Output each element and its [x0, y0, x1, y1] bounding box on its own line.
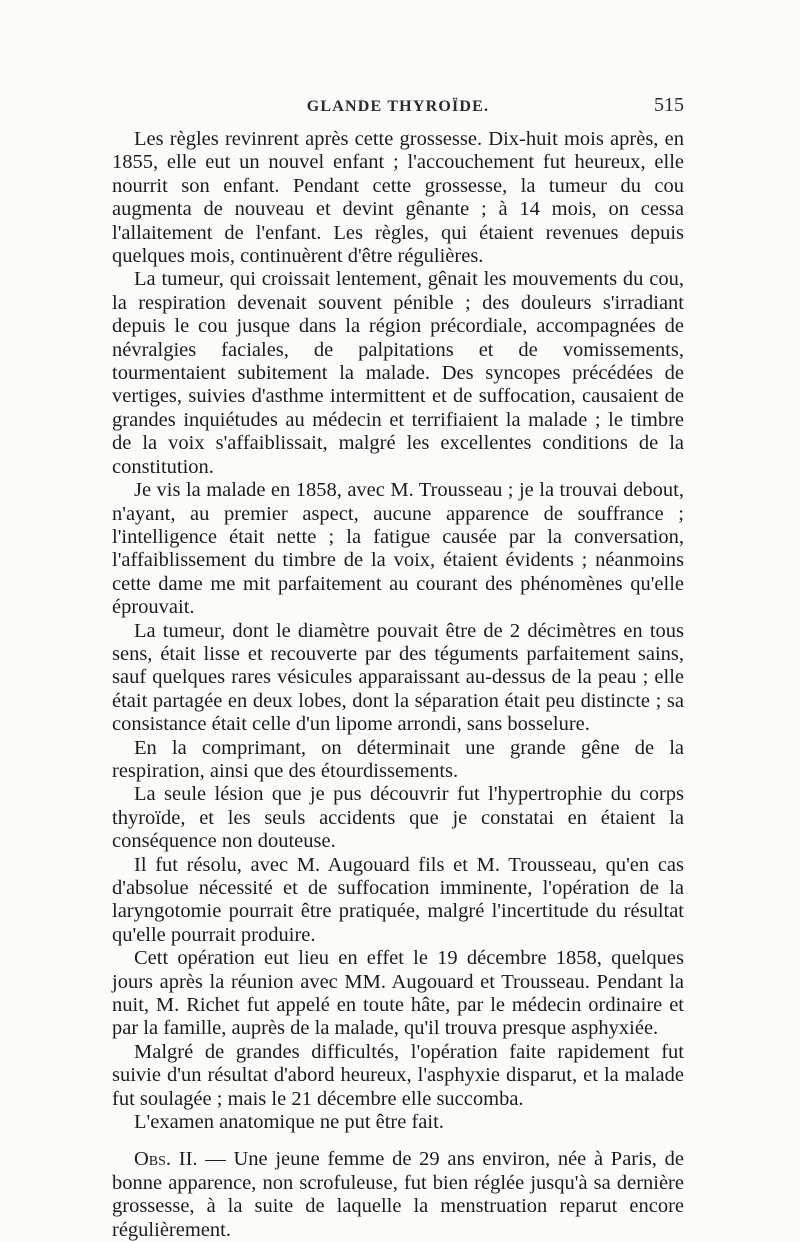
paragraph: Malgré de grandes difficultés, l'opération faite rapidement fut suivie d'un résultat d'abord heureux, l'asphyxie disparut, et la malade fut soulagée ; mais le 21 décembre elle succomba.: [112, 1040, 684, 1110]
observation-paragraph: [112, 1148, 684, 1242]
paragraph: La tumeur, dont le diamètre pouvait être de 2 décimètres en tous sens, était lisse et recouverte par des téguments parfaitement sains, sauf quelques rares vésicules apparaissant au-dessus de la peau ; elle était partagée en deux lobes, dont la séparation était peu distincte ; sa consistance était celle d'un lipome arrondi, sans bosselure.: [112, 619, 684, 736]
paragraph: En la comprimant, on déterminait une grande gêne de la respiration, ainsi que des étourdissements.: [112, 736, 684, 782]
running-head: GLANDE THYROÏDE.: [306, 98, 490, 115]
paragraph: La seule lésion que je pus découvrir fut l'hypertrophie du corps thyroïde, et les seuls accidents que je constatai en étaient la conséquence non douteuse.: [112, 783, 684, 853]
body-text: [112, 128, 684, 1242]
paragraph: Je vis la malade en 1858, avec M. Trousseau ; je la trouvai debout, n'ayant, au premier aspect, aucune apparence de souffrance ; l'intelligence était nette ; la fatigue causée par la conversation, l'affaiblissement du timbre de la voix, étaient évidents ; néanmoins cette dame me mit parfaitement au courant des phénomènes qu'elle éprouvait.: [112, 479, 684, 619]
paragraph: La tumeur, qui croissait lentement, gênait les mouvements du cou, la respiration devenait souvent pénible ; des douleurs s'irradiant depuis le cou jusque dans la région précordiale, accompagnées de névralgies faciales, de palpitations et de vomissements, tourmentaient subitement la malade. Des syncopes précédées de vertiges, suivies d'asthme intermittent et de suffocation, causaient de grandes inquiétudes au médecin et terrifiaient la malade ; le timbre de la voix s'affaiblissait, malgré les excellentes conditions de la constitution.: [112, 268, 684, 478]
paragraph: L'examen anatomique ne put être fait.: [134, 1111, 444, 1134]
paragraph: Cett opération eut lieu en effet le 19 décembre 1858, quelques jours après la réunion avec MM. Augouard et Trousseau. Pendant la nuit, M. Richet fut appelé en toute hâte, par le médecin ordinaire et par la famille, auprès de la malade, qu'il trouva presque asphyxiée.: [112, 947, 684, 1040]
page-number: 515: [654, 94, 684, 116]
observation-text: — Une jeune femme de 29 ans environ, née à Paris, de bonne apparence, non scrofuleuse, fut bien réglée jusqu'à sa dernière grossesse, à la suite de laquelle la menstruation reparut encore régulièrement.: [112, 1148, 684, 1241]
page-header: [112, 92, 684, 122]
paragraph: Les règles revinrent après cette grossesse. Dix-huit mois après, en 1855, elle eut un nouvel enfant ; l'accouchement fut heureux, elle nourrit son enfant. Pendant cette grossesse, la tumeur du cou augmenta de nouveau et devint gênante ; à 14 mois, on cessa l'allaitement de l'enfant. Les règles, qui étaient revenues depuis quelques mois, continuèrent d'être régulières.: [112, 128, 684, 268]
observation-label: Obs. II.: [134, 1148, 198, 1171]
paragraph: Il fut résolu, avec M. Augouard fils et M. Trousseau, qu'en cas d'absolue nécessité et de suffocation imminente, l'opération de la laryngotomie pourrait être pratiquée, malgré l'incertitude du résultat qu'elle pourrait produire.: [112, 853, 684, 946]
